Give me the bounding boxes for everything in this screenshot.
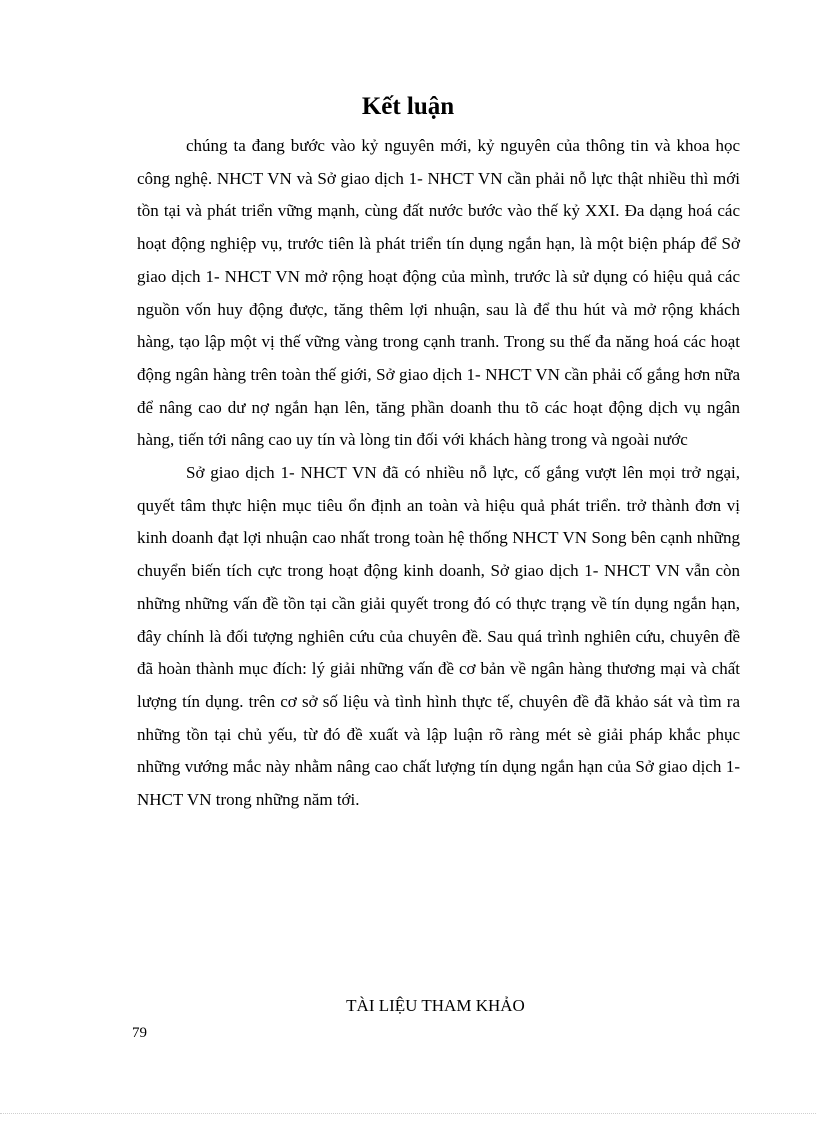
conclusion-body [137,130,740,817]
references-heading: TÀI LIỆU THAM KHẢO [346,996,525,1015]
page-number: 79 [132,1025,147,1041]
page-title: Kết luận [361,93,455,120]
paragraph-2: Sở giao dịch 1- NHCT VN đã có nhiều nỗ lực, cố gắng vượt lên mọi trở ngại, quyết tâm thực hiện mục tiêu ổn định an toàn và hiệu quả phát triển. trở thành đơn vị kinh doanh đạt lợi nhuận cao nhất trong toàn hệ thống NHCT VN Song bên cạnh những chuyển biến tích cực trong hoạt động kinh doanh, Sở giao dịch 1- NHCT VN vẫn còn những những vấn đề tồn tại cần giải quyết trong đó có thực trạng về tín dụng ngắn hạn, đây chính là đối tượng nghiên cứu của chuyên đề. Sau quá trình nghiên cứu, chuyên đề đã hoàn thành mục đích: lý giải những vấn đề cơ bản về ngân hàng thương mại và chất lượng tín dụng. trên cơ sở số liệu và tình hình thực tế, chuyên đề đã khảo sát và tìm ra những tồn tại chủ yếu, từ đó đề xuất và lập luận rõ ràng mét sè giải pháp khắc phục những vướng mắc này nhằm nâng cao chất lượng tín dụng ngắn hạn của Sở giao dịch 1- NHCT VN trong những năm tới. [137,463,740,810]
page-bottom-divider [0,1113,816,1114]
paragraph-1: chúng ta đang bước vào kỷ nguyên mới, kỷ nguyên của thông tin và khoa học công nghệ. NHCT VN và Sở giao dịch 1- NHCT VN cần phải nỗ lực thật nhiều thì mới tồn tại và phát triển vững mạnh, cùng đất nước bước vào thế kỷ XXI. Đa dạng hoá các hoạt động nghiệp vụ, trước tiên là phát triển tín dụng ngắn hạn, là một biện pháp để Sở giao dịch 1- NHCT VN mở rộng hoạt động của mình, trước là sử dụng có hiệu quả các nguồn vốn huy động được, tăng thêm lợi nhuận, sau là để thu hút và mở rộng khách hàng, tạo lập một vị thế vững vàng trong cạnh tranh. Trong su thế đa năng hoá các hoạt động ngân hàng trên toàn thế giới, Sở giao dịch 1- NHCT VN cần phải cố gắng hơn nữa để nâng cao dư nợ ngắn hạn lên, tăng phần doanh thu tõ các hoạt động dịch vụ ngân hàng, tiến tới nâng cao uy tín và lòng tin đối với khách hàng trong và ngoài nước [137,136,740,450]
